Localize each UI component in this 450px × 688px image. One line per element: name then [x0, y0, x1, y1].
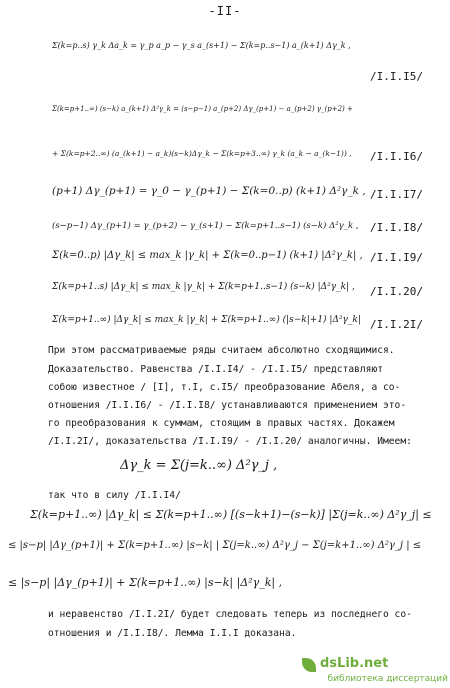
page-number: -II-	[208, 4, 242, 18]
inequality-line: Σ(k=p+1..∞) |Δγ_k| ≤ Σ(k=p+1..∞) [(s−k+1)−(s−k)] |Σ(j=k..∞) Δ²γ_j| ≤	[30, 508, 432, 521]
text-line: /I.I.2I/, доказательства /I.I.I9/ - /I.I.20/ аналогичны. Имеем:	[48, 436, 412, 447]
text-line: Доказательство. Равенства /I.I.I4/ - /I.I.I5/ представляют	[48, 364, 384, 375]
equation: Σ(k=p..s) γ_k Δa_k = γ_p a_p − γ_s a_(s+1) − Σ(k=p..s−1) a_(k+1) Δγ_k ,	[52, 40, 351, 50]
text-line: отношения /I.I.I6/ - /I.I.I8/ устанавливаются применением это-	[48, 400, 407, 411]
equation-number: /I.I.I9/	[370, 251, 423, 264]
inequality-line: ≤ |s−p| |Δγ_(p+1)| + Σ(k=p+1..∞) |s−k| | Σ(j=k..∞) Δ²γ_j − Σ(j=k+1..∞) Δ²γ_j | ≤	[8, 540, 422, 551]
footer-watermark[interactable]	[300, 656, 448, 686]
text-line: При этом рассматриваемые ряды считаем абсолютно сходящимися.	[48, 345, 395, 356]
inequality-line: ≤ |s−p| |Δγ_(p+1)| + Σ(k=p+1..∞) |s−k| |Δ²γ_k| ,	[8, 576, 283, 589]
equation: Σ(k=p+1..∞) |Δγ_k| ≤ max_k |γ_k| + Σ(k=p+1..∞) (|s−k|+1) |Δ²γ_k|	[52, 315, 361, 325]
logo-text: dsLib.net	[320, 656, 389, 671]
site-logo[interactable]	[300, 656, 448, 674]
equation: (s−p−1) Δγ_(p+1) = γ_(p+2) − γ_(s+1) − Σ(k=p+1..s−1) (s−k) Δ²γ_k ,	[52, 221, 359, 231]
equation-number: /I.I.I6/	[370, 150, 423, 163]
leaf-icon	[302, 658, 316, 672]
text-line: собою известное / [I], т.I, с.I5/ преобразование Абеля, а со-	[48, 382, 401, 393]
text-line: го преобразования к суммам, стоящим в правых частях. Докажем	[48, 418, 395, 429]
equation-number: /I.I.I5/	[370, 70, 423, 83]
equation: + Σ(k=p+2..∞) (a_(k+1) − a_k)(s−k)Δγ_k − Σ(k=p+3..∞) γ_k (a_k − a_(k−1)) ,	[52, 148, 352, 158]
equation: Σ(k=0..p) |Δγ_k| ≤ max_k |γ_k| + Σ(k=0..p−1) (k+1) |Δ²γ_k| ,	[52, 249, 363, 261]
equation-number: /I.I.2I/	[370, 318, 423, 331]
equation: Σ(k=p+1..s) |Δγ_k| ≤ max_k |γ_k| + Σ(k=p+1..s−1) (s−k) |Δ²γ_k| ,	[52, 282, 355, 292]
equation-number: /I.I.I7/	[370, 188, 423, 201]
text-line: так что в силу /I.I.I4/	[48, 490, 181, 501]
display-equation: Δγ_k = Σ(j=k..∞) Δ²γ_j ,	[120, 458, 278, 473]
equation-number: /I.I.I8/	[370, 221, 423, 234]
tagline: библиотека диссертаций	[327, 674, 448, 684]
text-line: отношения и /I.I.I8/. Лемма I.I.I доказана.	[48, 628, 297, 639]
equation: Σ(k=p+1..∞) (s−k) a_(k+1) Δ²γ_k = (s−p−1) a_(p+2) Δγ_(p+1) − a_(p+2) γ_(p+2) +	[52, 105, 353, 113]
text-line: и неравенство /I.I.2I/ будет следовать теперь из последнего со-	[48, 609, 412, 620]
equation-number: /I.I.20/	[370, 285, 423, 298]
equation: (p+1) Δγ_(p+1) = γ_0 − γ_(p+1) − Σ(k=0..p) (k+1) Δ²γ_k ,	[52, 185, 366, 197]
